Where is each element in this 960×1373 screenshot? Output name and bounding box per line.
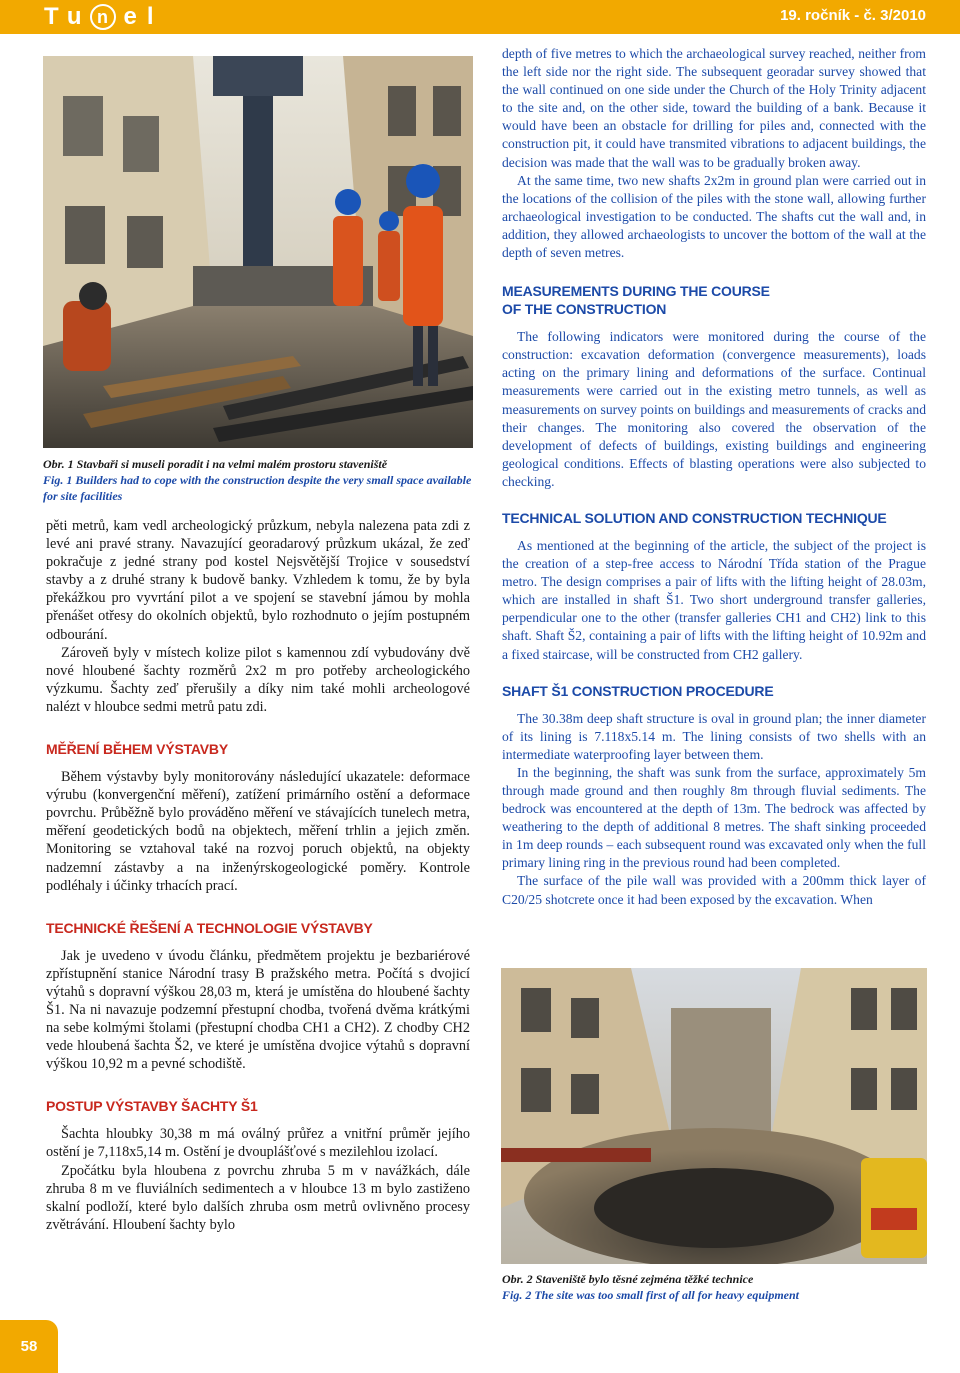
figure-2-caption-en: Fig. 2 The site was too small first of all for heavy equipment [502,1288,799,1302]
construction-photo-1 [43,56,473,448]
en-paragraph: At the same time, two new shafts 2x2m in ground plan were carried out in the locations of the collision of the piles with the stone wall, allowing further archaeological investigation to be conducted. The shafts cut the wall and, in addition, they allowed archaeologists to uncover the bottom of the wall at the depth of seven metres. [502,172,926,261]
cz-paragraph: Zároveň byly v místech kolize pilot s kamennou zdí vybudovány dvě nové hloubené šachty rozměrů 2x2 m pro potřeby archeologického výzkumu. Šachty zeď přerušily a díky nim také mohli archeologové nalézt v hloubce sedmi metrů patu zdi. [46,644,470,715]
cz-paragraph: Jak je uvedeno v úvodu článku, předmětem projektu je bezbariérové zpřístupnění stanice Národní trasy B pražského metra. Počítá s dvojicí výtahů s dopravní výškou 28,03 m, která je umístěna do hloubené šachty Š1. Na ni navazuje podzemní přestupní chodba, tvořená dvěma krátkými na sebe kolmými štolami (přestupní chodba CH1 a CH2). Z chodby CH2 vede hloubená šachta Š2, ve které je umístěna dvojice výtahů s dopravní výškou 10,92 m a pevné schodiště. [46,947,470,1073]
figure-1-caption [43,456,473,504]
en-paragraph: As mentioned at the beginning of the article, the subject of the project is the creation of a step-free access to Národní Třída station of the Prague metro. The design comprises a pair of lifts with the lifting height of 28.03m, which are installed in shaft Š1. Two short underground transfer galleries, perpendicular one to the other (transfer galleries CH1 and CH2) link to this shaft. Shaft Š2, containing a pair of lifts with the lifting height of 10.92m and a fixed staircase, will be constructed from CH2 gallery. [502,537,926,662]
en-paragraph: depth of five metres to which the archaeological survey reached, neither from the left side nor the right side. The subsequent georadar survey showed that the wall continued on one side under the Church of the Holy Trinity adjacent to the site and, on the other side, toward the building of a bank. Because it would have been an obstacle for drilling for piles and, connected with the construction pit, it could have transmited vibrations to adjacent buildings, the decision was made that the wall was to be gradually broken away. [502,46,926,170]
tunel-logo [44,3,164,31]
en-heading-measurements [502,282,926,318]
en-heading-line: MEASUREMENTS DURING THE COURSE [502,283,770,300]
en-heading-line: OF THE CONSTRUCTION [502,301,667,318]
page-header [0,0,960,34]
logo-text-right: el [123,3,164,30]
cz-paragraph: Během výstavby byly monitorovány následující ukazatele: deformace výrubu (konvergenční měření), zatížení primárního ostění a deformace povrchu. Průběžně bylo prováděno měření ve stávajících tunelech metra, měření geodetických bodů na objektech, měření trhlin a jejich změn. Monitoring se vztahoval také na rozvoj poruch objektů, na objekty nadzemní zástavby a na inženýrskogeologické poměry. Kontrole podléhaly i účinky trhacích prací. [46,769,470,894]
figure-1-caption-en: Fig. 1 Builders had to cope with the construction despite the very small space available for site facilities [43,473,472,503]
english-text-column [502,45,926,909]
logo-circle-letter: n [90,4,116,30]
figure-1-caption-cz: Obr. 1 Stavbaři si museli poradit i na velmi malém prostoru staveniště [43,457,388,471]
cz-heading-technical-solution: TECHNICKÉ ŘEŠENÍ A TECHNOLOGIE VÝSTAVBY [46,919,373,936]
logo-text-left: Tu [44,3,92,30]
cz-heading-shaft-procedure: POSTUP VÝSTAVBY ŠACHTY Š1 [46,1098,258,1115]
cz-paragraph: Zpočátku byla hloubena z povrchu zhruba 5 m v navážkách, dále zhruba 8 m ve fluviálních sedimentech a v hloubce 13 m bylo zastiženo skalní podloží, které bylo dalších zhruba osm metrů ovlivněno procesy zvětrávání. Hloubení šachty bylo [46,1162,470,1233]
en-heading-shaft-procedure: SHAFT Š1 CONSTRUCTION PROCEDURE [502,682,774,699]
czech-text-column [46,517,470,1234]
figure-2-caption-cz: Obr. 2 Staveniště bylo těsné zejména těžké technice [502,1272,754,1286]
cz-paragraph: Šachta hloubky 30,38 m má oválný průřez a vnitřní průměr jejího ostění je 7,118x5,14 m. Ostění je dvouplášťové s mezilehlou izolací. [46,1126,470,1161]
workers-illustration [43,56,473,448]
issue-label: 19. ročník - č. 3/2010 [780,7,926,24]
en-paragraph: The 30.38m deep shaft structure is oval in ground plan; the inner diameter of its lining is 7.118x5.14 m. The lining consists of two shells with an intermediate waterproofing layer between them. [502,710,926,762]
cz-paragraph: pěti metrů, kam vedl archeologický průzkum, nebyla nalezena pata zdi z levé ani pravé strany. Navazující georadarový průzkum ukázal, že zeď pokračuje z jedné strany pod kostel Nejsvětější Trojice v sousedství stavby a z druhé strany k budově banky. Vzhledem k tomu, že by byla překážkou pro vyvrtání pilot a ve spojení se stavební jámou by mohla přenášet otřesy do okolních objektů, bylo rozhodnuto o jejím postupném odbourání. [46,518,470,643]
figure-2-caption [502,1271,928,1303]
construction-photo-2 [501,968,927,1264]
site-street-illustration [501,968,927,1264]
en-paragraph: In the beginning, the shaft was sunk from the surface, approximately 5m through made ground and then roughly 8m through fluvial sediments. The bedrock was encountered at the depth of 13m. The bedrock was affected by weathering to the depth of additional 8 metres. The shaft sinking proceeded in 1m deep rounds – each subsequent round was excavated only when the full primary lining ring in the previous round had been completed. [502,764,926,871]
en-paragraph: The surface of the pile wall was provided with a 200mm thick layer of C20/25 shotcrete once it had been exposed by the excavation. When [502,873,926,907]
cz-heading-measurements: MĚŘENÍ BĚHEM VÝSTAVBY [46,741,228,758]
en-heading-technical-solution: TECHNICAL SOLUTION AND CONSTRUCTION TECHNIQUE [502,509,887,526]
page-number: 58 [0,1320,58,1373]
en-paragraph: The following indicators were monitored during the course of the construction: excavation deformation (convergence measurements), loads acting on the primary lining and deformations of the surface. Continual measurements were carried out in the existing metro tunnels, as well as measurements on survey points on buildings and measurements of cracks and their changes. The monitoring also covered the observation of the development of defects of buildings, existing buildings and engineering geological conditions. Effects of blasting operations were also subjected to checking. [502,329,926,489]
